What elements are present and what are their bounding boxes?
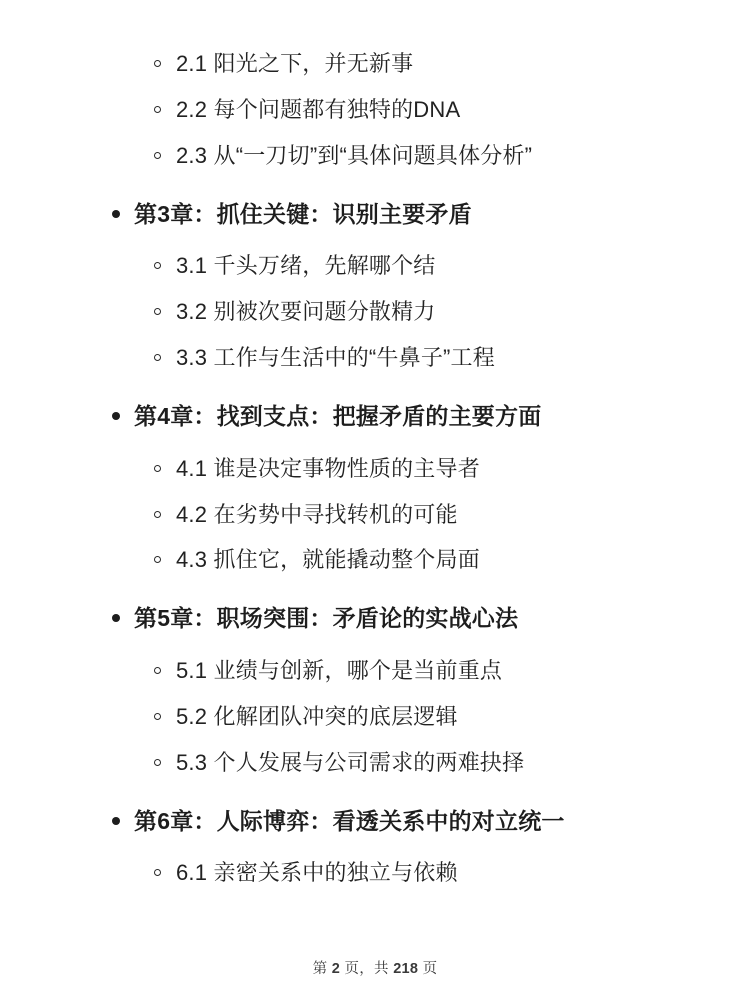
hollow-bullet-icon — [154, 759, 161, 766]
toc-section-item[interactable] — [46, 453, 704, 485]
hollow-bullet-icon — [154, 713, 161, 720]
hollow-bullet-icon — [154, 511, 161, 518]
hollow-bullet-icon — [154, 869, 161, 876]
page-footer — [0, 957, 750, 978]
toc-section-item[interactable] — [46, 140, 704, 172]
hollow-bullet-icon — [154, 152, 161, 159]
toc-section-item[interactable] — [46, 250, 704, 282]
toc-item-label: 5.3 个人发展与公司需求的两难抉择 — [176, 749, 525, 775]
toc-section-item[interactable] — [46, 94, 704, 126]
filled-bullet-icon — [112, 412, 120, 420]
toc-section-item[interactable] — [46, 342, 704, 374]
filled-bullet-icon — [112, 817, 120, 825]
toc-section-item[interactable] — [46, 48, 704, 80]
footer-current-page: 2 — [331, 961, 341, 977]
toc-item-label: 3.2 别被次要问题分散精力 — [176, 299, 436, 325]
toc-item-label: 3.1 千头万绪，先解哪个结 — [176, 253, 436, 279]
toc-item-label: 第6章：人际博弈：看透关系中的对立统一 — [134, 807, 565, 834]
table-of-contents — [46, 48, 704, 889]
toc-section-item[interactable] — [46, 747, 704, 779]
toc-item-label: 第3章：抓住关键：识别主要矛盾 — [134, 200, 472, 227]
hollow-bullet-icon — [154, 465, 161, 472]
toc-section-item[interactable] — [46, 296, 704, 328]
filled-bullet-icon — [112, 614, 120, 622]
hollow-bullet-icon — [154, 354, 161, 361]
hollow-bullet-icon — [154, 262, 161, 269]
toc-section-item[interactable] — [46, 499, 704, 531]
toc-section-item[interactable] — [46, 701, 704, 733]
toc-item-label: 2.2 每个问题都有独特的DNA — [176, 96, 461, 122]
toc-item-label: 3.3 工作与生活中的“牛鼻子”工程 — [176, 345, 495, 371]
footer-total-pages: 218 — [393, 961, 419, 977]
toc-chapter-item[interactable] — [46, 602, 704, 635]
toc-chapter-item[interactable] — [46, 400, 704, 433]
toc-item-label: 4.1 谁是决定事物性质的主导者 — [176, 455, 480, 481]
hollow-bullet-icon — [154, 60, 161, 67]
toc-chapter-item[interactable] — [46, 198, 704, 231]
filled-bullet-icon — [112, 210, 120, 218]
footer-middle: 页，共 — [344, 961, 389, 977]
toc-item-label: 5.1 业绩与创新，哪个是当前重点 — [176, 657, 503, 683]
footer-suffix: 页 — [422, 961, 438, 977]
toc-item-label: 5.2 化解团队冲突的底层逻辑 — [176, 703, 458, 729]
hollow-bullet-icon — [154, 106, 161, 113]
toc-item-label: 第4章：找到支点：把握矛盾的主要方面 — [134, 403, 542, 429]
toc-section-item[interactable] — [46, 857, 704, 889]
toc-section-item[interactable] — [46, 655, 704, 687]
toc-item-label: 4.2 在劣势中寻找转机的可能 — [176, 501, 458, 527]
toc-item-label: 第5章：职场突围：矛盾论的实战心法 — [134, 605, 519, 632]
toc-item-label: 2.1 阳光之下，并无新事 — [176, 51, 414, 76]
footer-prefix: 第 — [312, 961, 328, 977]
toc-item-label: 2.3 从“一刀切”到“具体问题具体分析” — [176, 142, 533, 168]
toc-item-label: 4.3 抓住它，就能撬动整个局面 — [176, 547, 480, 573]
toc-section-item[interactable] — [46, 544, 704, 576]
hollow-bullet-icon — [154, 308, 161, 315]
hollow-bullet-icon — [154, 667, 161, 674]
toc-item-label: 6.1 亲密关系中的独立与依赖 — [176, 860, 458, 886]
toc-chapter-item[interactable] — [46, 805, 704, 838]
hollow-bullet-icon — [154, 556, 161, 563]
